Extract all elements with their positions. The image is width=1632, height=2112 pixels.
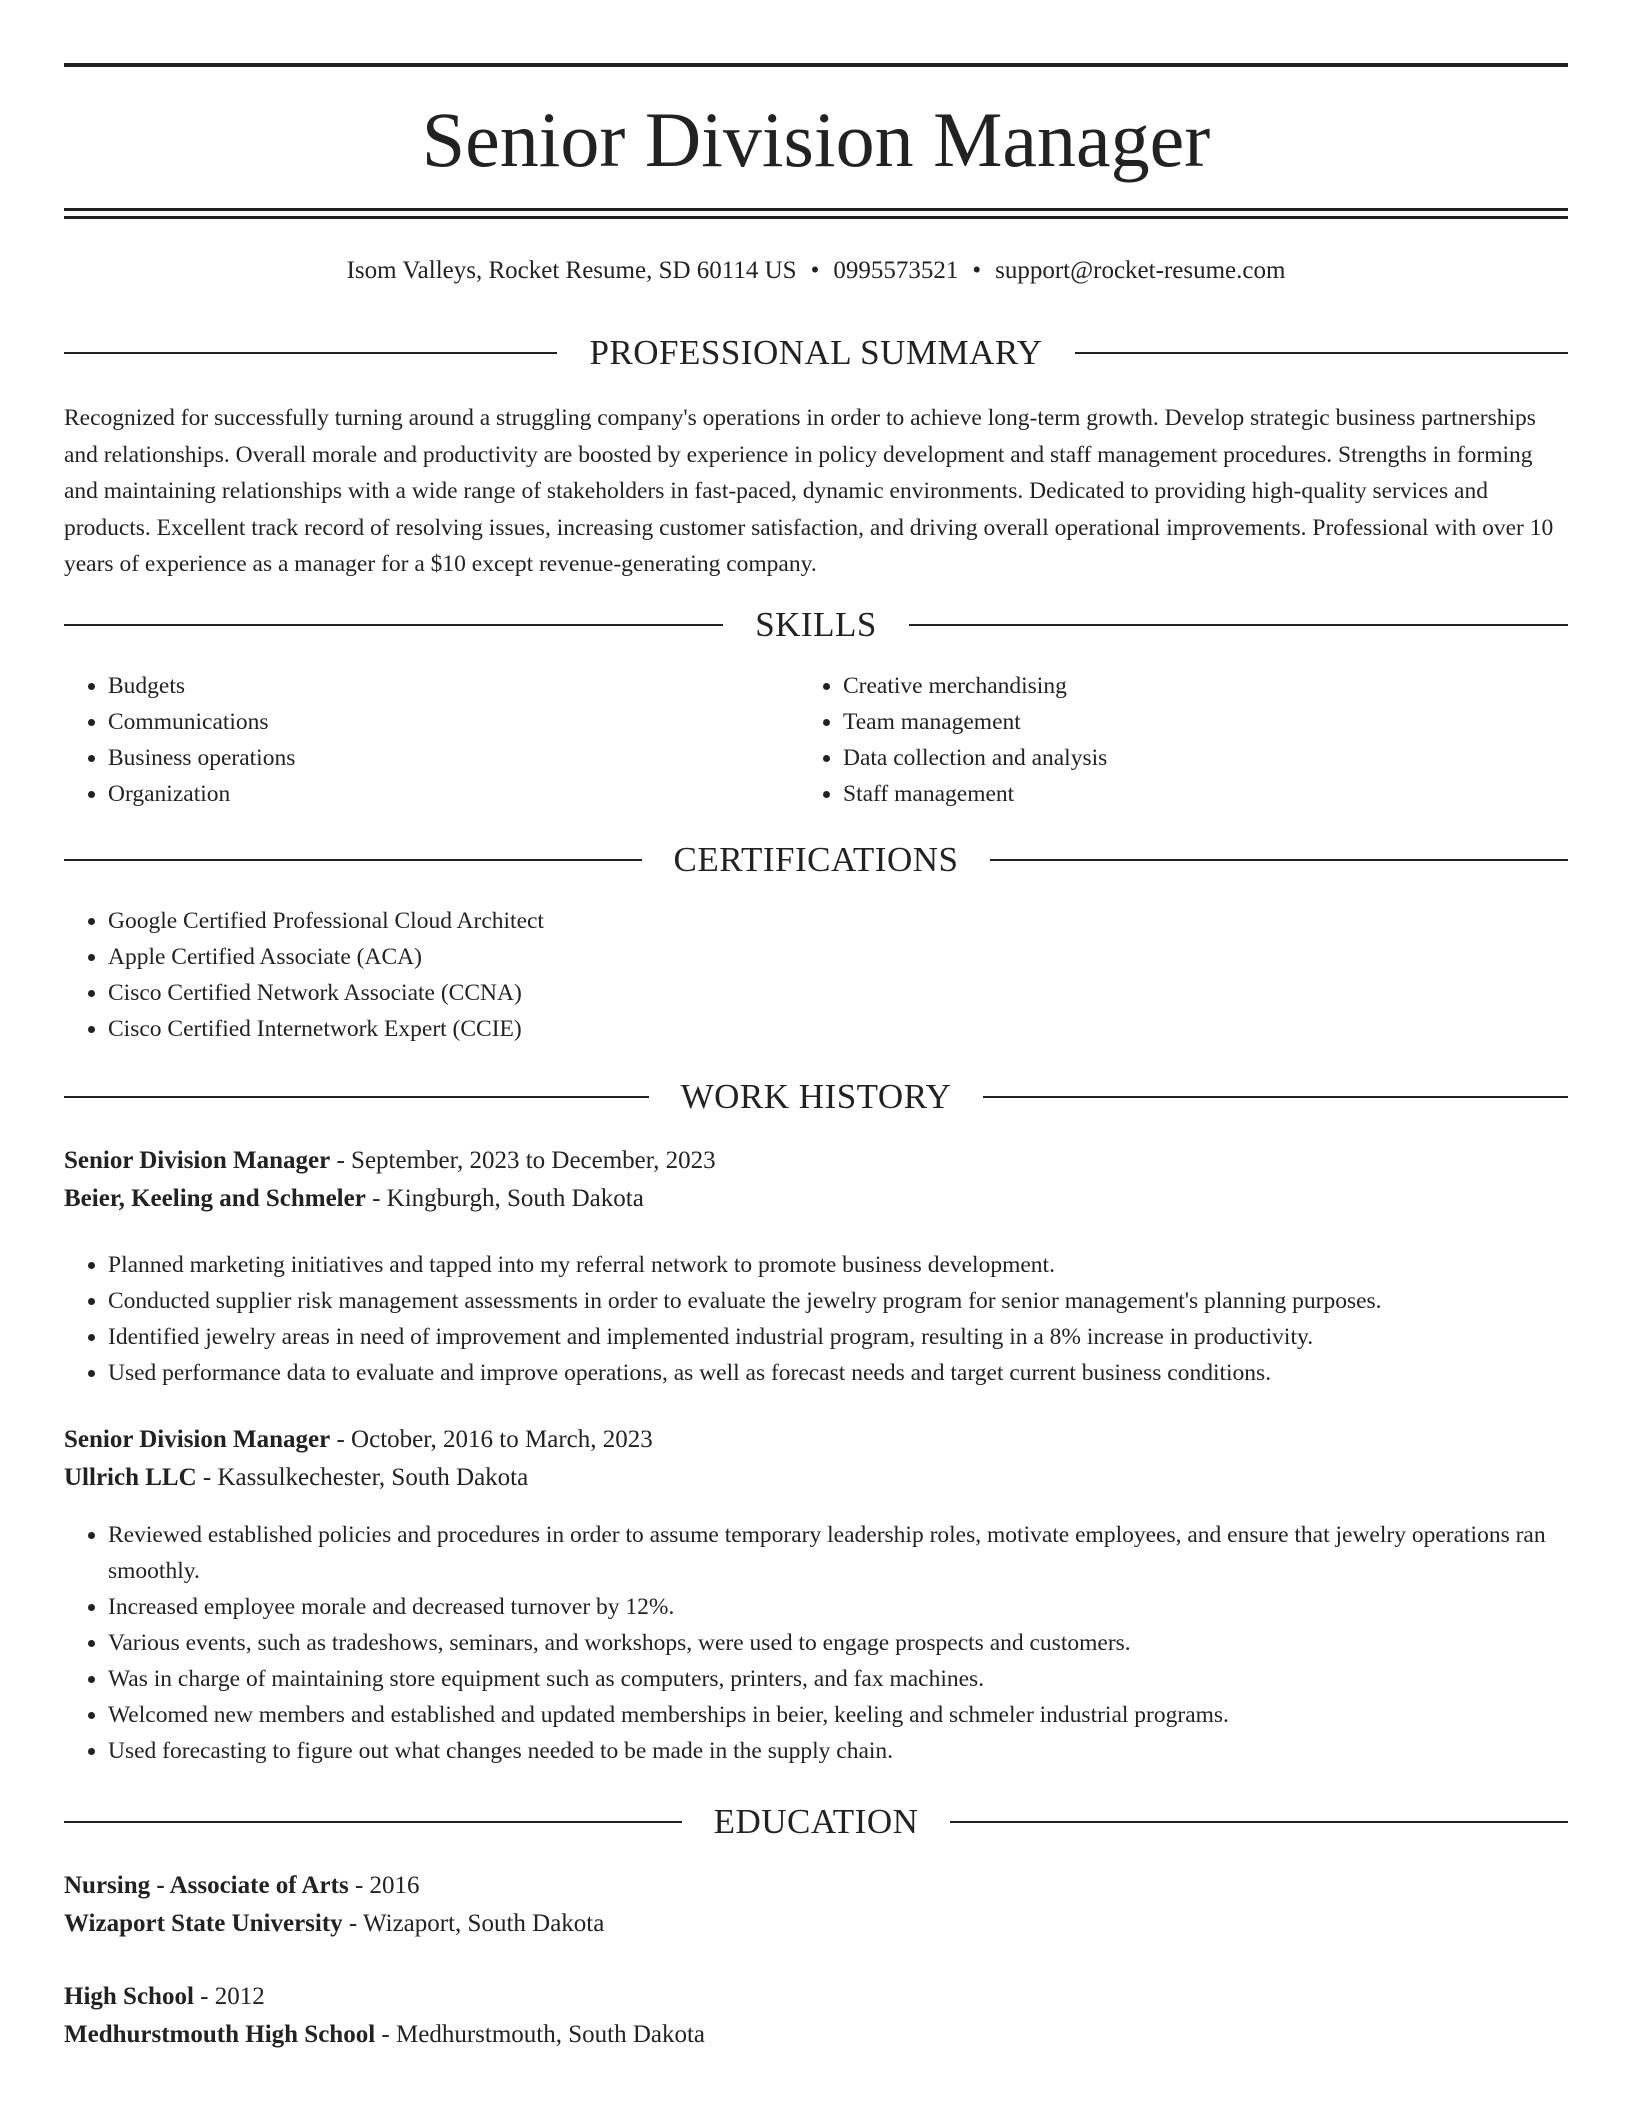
certification-item: • Cisco Certified Network Associate (CCNA) xyxy=(108,975,1508,1011)
certification-item: • Google Certified Professional Cloud Architect xyxy=(108,903,1508,939)
job-location: - Kingburgh, South Dakota xyxy=(365,1185,644,1212)
education-degree-line xyxy=(64,1978,1568,2016)
job-bullet: • Was in charge of maintaining store equipment such as computers, printers, and fax machines. xyxy=(108,1661,1568,1697)
job-company-line xyxy=(64,1459,1568,1497)
education-degree: Nursing - Associate of Arts xyxy=(64,1872,349,1899)
divider xyxy=(64,1096,649,1098)
work-section-heading xyxy=(64,1075,1568,1119)
certifications-section-heading xyxy=(64,838,1568,882)
education-year: - 2016 xyxy=(348,1872,420,1899)
certifications-list xyxy=(64,903,1508,1047)
job-company: Ullrich LLC xyxy=(64,1464,197,1491)
education-school: Wizaport State University xyxy=(64,1910,343,1937)
divider xyxy=(64,352,557,354)
skill-item: • Organization xyxy=(108,776,808,812)
job-bullet: • Increased employee morale and decreased turnover by 12%. xyxy=(108,1589,1568,1625)
contact-line xyxy=(64,254,1568,288)
job-bullets xyxy=(64,1247,1568,1391)
job-dates: - September, 2023 to December, 2023 xyxy=(330,1147,716,1174)
certifications-heading: CERTIFICATIONS xyxy=(673,840,959,879)
job-entry xyxy=(64,1142,1568,1218)
skill-item: • Communications xyxy=(108,704,808,740)
skills-list-right xyxy=(799,668,1543,812)
work-heading: WORK HISTORY xyxy=(680,1077,952,1116)
job-company-line xyxy=(64,1180,1568,1218)
top-rule xyxy=(64,63,1568,67)
divider xyxy=(64,624,723,626)
skill-item: • Creative merchandising xyxy=(843,668,1543,704)
job-location: - Kassulkechester, South Dakota xyxy=(196,1464,529,1491)
job-bullet: • Conducted supplier risk management assessments in order to evaluate the jewelry program for senior management's planning purposes. xyxy=(108,1283,1568,1319)
summary-text: Recognized for successfully turning around a struggling company's operations in order to achieve long-term growth. Develop strategic business partnerships and relationships. Overall morale and productivity are boosted by experience in policy development and staff management procedures. Strengths in forming and maintaining relationships with a wide range of stakeholders in fast-paced, dynamic environments. Dedicated to providing high-quality services and products. Excellent track record of resolving issues, increasing customer satisfaction, and driving overall operational improvements. Professional with over 10 years of experience as a manager for a $10 except revenue-generating company. xyxy=(64,405,1554,577)
job-title-line xyxy=(64,1421,1568,1459)
divider xyxy=(950,1821,1568,1823)
contact-address: Isom Valleys, Rocket Resume, SD 60114 US xyxy=(346,257,797,284)
certification-item: • Apple Certified Associate (ACA) xyxy=(108,939,1508,975)
education-section-heading xyxy=(64,1800,1568,1844)
job-company: Beier, Keeling and Schmeler xyxy=(64,1185,366,1212)
skills-list-left xyxy=(64,668,808,812)
skill-item: • Team management xyxy=(843,704,1543,740)
contact-phone: 0995573521 xyxy=(833,257,959,284)
divider xyxy=(64,1821,682,1823)
education-school-line xyxy=(64,1905,1568,1943)
summary-heading: PROFESSIONAL SUMMARY xyxy=(589,333,1043,372)
job-bullet: • Welcomed new members and established and updated memberships in beier, keeling and schmeler industrial programs. xyxy=(108,1697,1568,1733)
job-title-line xyxy=(64,1142,1568,1180)
education-degree-line xyxy=(64,1867,1568,1905)
divider xyxy=(64,859,642,861)
job-bullets xyxy=(64,1517,1568,1769)
job-title: Senior Division Manager xyxy=(64,1426,331,1453)
title-double-rule xyxy=(64,208,1568,219)
resume-title: Senior Division Manager xyxy=(421,96,1211,183)
divider xyxy=(909,624,1568,626)
education-school: Medhurstmouth High School xyxy=(64,2021,376,2048)
skill-item: • Staff management xyxy=(843,776,1543,812)
certification-item: • Cisco Certified Internetwork Expert (CCIE) xyxy=(108,1011,1508,1047)
summary-section-heading xyxy=(64,331,1568,375)
education-school-line xyxy=(64,2016,1568,2054)
skills-heading: SKILLS xyxy=(755,605,877,644)
divider xyxy=(983,1096,1568,1098)
education-entry xyxy=(64,1978,1568,2054)
job-bullet: • Reviewed established policies and procedures in order to assume temporary leadership roles, motivate employees, and ensure that jewelry operations ran smoothly. xyxy=(108,1517,1568,1589)
skills-section-heading xyxy=(64,603,1568,647)
skill-item: • Budgets xyxy=(108,668,808,704)
job-bullet: • Identified jewelry areas in need of improvement and implemented industrial program, resulting in a 8% increase in productivity. xyxy=(108,1319,1568,1355)
divider xyxy=(990,859,1568,861)
education-year: - 2012 xyxy=(193,1983,265,2010)
education-location: - Wizaport, South Dakota xyxy=(342,1910,605,1937)
skill-item: • Data collection and analysis xyxy=(843,740,1543,776)
education-degree: High School xyxy=(64,1983,194,2010)
job-title: Senior Division Manager xyxy=(64,1147,331,1174)
divider xyxy=(1075,352,1568,354)
job-bullet: • Used forecasting to figure out what changes needed to be made in the supply chain. xyxy=(108,1733,1568,1769)
contact-email: support@rocket-resume.com xyxy=(995,257,1286,284)
job-entry xyxy=(64,1421,1568,1497)
job-bullet: • Planned marketing initiatives and tapped into my referral network to promote business development. xyxy=(108,1247,1568,1283)
job-bullet: • Various events, such as tradeshows, seminars, and workshops, were used to engage prospects and customers. xyxy=(108,1625,1568,1661)
education-entry xyxy=(64,1867,1568,1943)
job-bullet: • Used performance data to evaluate and improve operations, as well as forecast needs and target current business conditions. xyxy=(108,1355,1568,1391)
contact-separator: • xyxy=(972,257,982,284)
contact-separator: • xyxy=(810,257,820,284)
job-dates: - October, 2016 to March, 2023 xyxy=(330,1426,653,1453)
skill-item: • Business operations xyxy=(108,740,808,776)
education-location: - Medhurstmouth, South Dakota xyxy=(375,2021,706,2048)
education-heading: EDUCATION xyxy=(713,1802,919,1841)
